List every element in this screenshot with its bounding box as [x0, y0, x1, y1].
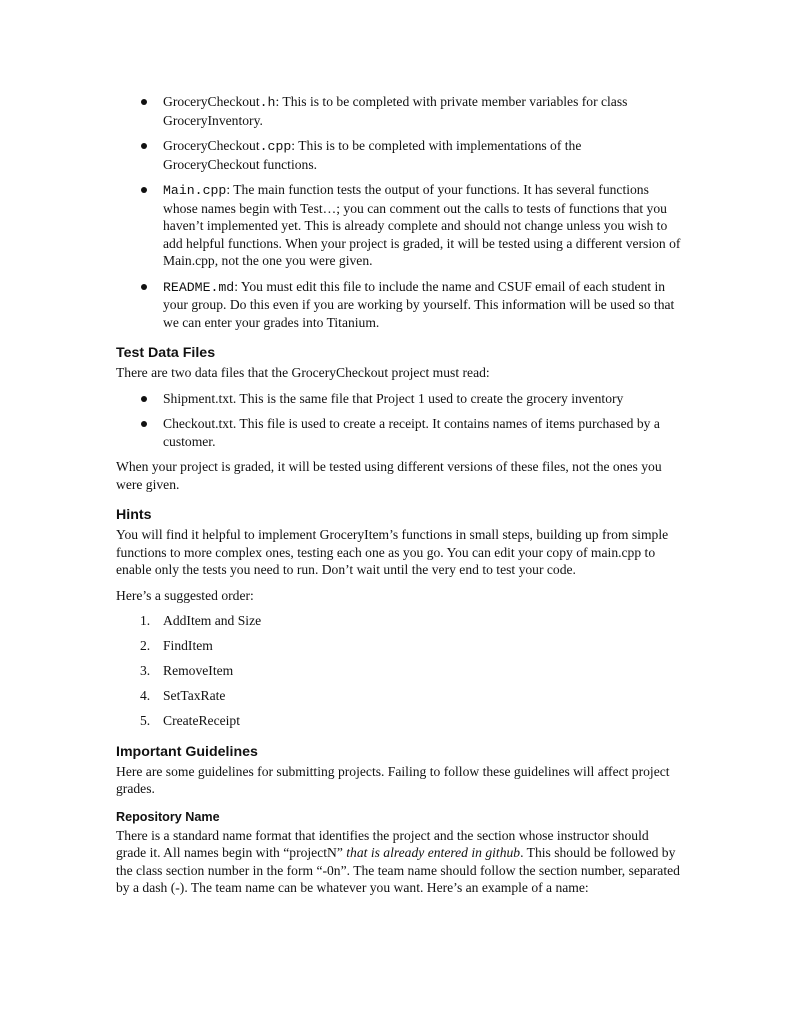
- repository-name-body: [116, 827, 681, 897]
- test-data-heading: Test Data Files: [116, 345, 216, 361]
- list-number: 1.: [140, 613, 151, 628]
- list-item: [116, 612, 681, 630]
- order-item-label: RemoveItem: [163, 663, 234, 679]
- order-item-label: FindItem: [163, 638, 213, 654]
- suggested-order-list: [116, 612, 681, 730]
- list-item: [116, 390, 681, 408]
- file-name-code: Main.cpp: [163, 183, 227, 198]
- list-number: 2.: [140, 638, 151, 654]
- order-intro: Here’s a suggested order:: [116, 587, 254, 603]
- file-description: : This is to be completed with implementations of the GroceryCheckout functions.: [163, 138, 582, 172]
- order-item-label: CreateReceipt: [163, 713, 240, 729]
- list-number: 5.: [140, 713, 151, 729]
- repository-text-part: There is a standard name format that identifies the project and the section whose instructor should grade it. All names begin with “projectN”: [116, 827, 649, 861]
- bullet-icon: [141, 143, 147, 149]
- guidelines-body: Here are some guidelines for submitting projects. Failing to follow these guidelines will affect project grades.: [116, 763, 670, 797]
- list-item: [116, 137, 681, 173]
- list-item: [116, 278, 681, 332]
- list-item: [116, 93, 681, 129]
- bullet-icon: [141, 284, 147, 290]
- order-item-label: SetTaxRate: [163, 688, 226, 704]
- test-data-note: When your project is graded, it will be tested using different versions of these files, not the ones you were given.: [116, 459, 662, 492]
- test-data-item: Shipment.txt. This is the same file that Project 1 used to create the grocery inventory: [163, 390, 624, 406]
- repository-text-part: . This should be followed by the class section number in the form “-0n”. The team name should follow the section number, separated by a dash (-). The team name can be whatever you want. Here’s an example of a name:: [116, 845, 680, 896]
- hints-heading: Hints: [116, 507, 152, 523]
- list-item: [116, 415, 681, 450]
- repository-text-italic: that is already entered in github: [346, 845, 521, 861]
- file-name-prefix: GroceryCheckout: [163, 138, 260, 153]
- bullet-icon: [141, 396, 147, 402]
- guidelines-heading: Important Guidelines: [116, 743, 258, 760]
- test-data-item: Checkout.txt. This file is used to create a receipt. It contains names of items purchased by a customer.: [163, 416, 660, 449]
- file-extension: .h: [259, 95, 276, 110]
- bullet-icon: [141, 187, 147, 193]
- test-data-intro: There are two data files that the GroceryCheckout project must read:: [116, 365, 490, 380]
- file-extension: .cpp: [259, 139, 292, 154]
- file-name-prefix: GroceryCheckout: [163, 94, 260, 109]
- list-item: [116, 687, 681, 705]
- order-item-label: AddItem and Size: [163, 613, 262, 628]
- list-number: 4.: [140, 688, 151, 704]
- list-item: [116, 637, 681, 655]
- file-description: : The main function tests the output of your functions. It has several functions whose names begin with Test…; you can comment out the calls to tests of functions that you haven’t implemented yet. This is already complete and should not change unless you wish to add helpful functions. When your project is graded, it will be tested using a different version of Main.cpp, not the one you were given.: [163, 182, 681, 268]
- file-list: [116, 93, 681, 331]
- file-name-code: README.md: [163, 279, 235, 295]
- bullet-icon: [141, 99, 147, 105]
- document-content: [116, 93, 681, 905]
- file-description: : You must edit this file to include the name and CSUF email of each student in your group. Do this even if you are working by yourself. This information will be used so that we can enter your grades into Titanium.: [163, 278, 675, 330]
- list-item: [116, 181, 681, 270]
- list-item: [116, 712, 681, 730]
- test-data-list: [116, 390, 681, 451]
- list-number: 3.: [140, 663, 151, 679]
- hints-body: You will find it helpful to implement GroceryItem’s functions in small steps, building up from simple functions to more complex ones, testing each one as you go. You can edit your copy of main.cpp to enable only the tests you need to run. Don’t wait until the very end to test your code.: [116, 527, 669, 577]
- list-item: [116, 662, 681, 680]
- bullet-icon: [141, 421, 147, 427]
- file-description: : This is to be completed with private member variables for class GroceryInventory.: [163, 94, 628, 128]
- repository-name-heading: Repository Name: [116, 809, 220, 824]
